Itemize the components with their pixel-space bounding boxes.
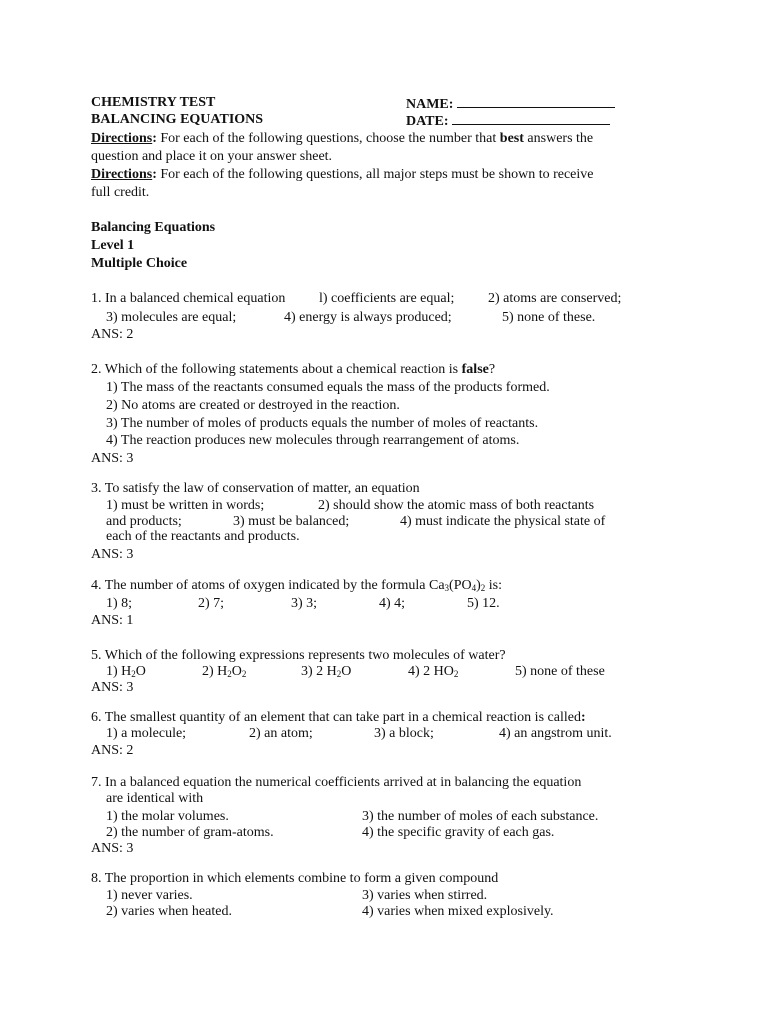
q5-choice-text: 4) 2 HO — [408, 664, 454, 679]
q5-choice-text: 3) 2 H — [301, 664, 337, 679]
directions-bold-word: best — [499, 131, 524, 146]
q1-choice-5: 5) none of these. — [502, 310, 596, 325]
directions-2-line2: full credit. — [91, 185, 150, 200]
directions-colon: : — [152, 167, 157, 182]
directions-1 — [91, 131, 593, 147]
q5-choice-text: O — [231, 664, 242, 679]
q5-stem: 5. Which of the following expressions represents two molecules of water? — [91, 648, 506, 663]
q3-choice-3: 3) must be balanced; — [233, 514, 350, 529]
directions-text: For each of the following questions, choose the number that — [156, 131, 500, 146]
q6-stem — [91, 710, 586, 726]
q2-choice-1: 1) The mass of the reactants consumed equals the mass of the products formed. — [106, 380, 550, 395]
q6-choice-3: 3) a block; — [374, 726, 434, 741]
q4-subscript: 2 — [480, 583, 486, 593]
q7-choice-4: 4) the specific gravity of each gas. — [362, 825, 555, 840]
name-field — [406, 95, 615, 113]
q5-choice-text: O — [341, 664, 352, 679]
directions-2 — [91, 167, 594, 183]
q4-stem-text: 4. The number of atoms of oxygen indicated by the formula Ca — [91, 578, 445, 593]
q4-stem-end: is: — [485, 578, 503, 593]
q1-choice-3: 3) molecules are equal; — [106, 310, 237, 325]
q2-answer: ANS: 3 — [91, 451, 134, 466]
q1-choice-4: 4) energy is always produced; — [284, 310, 452, 325]
q3-choice-4: 4) must indicate the physical state of — [400, 514, 606, 529]
q3-stem: 3. To satisfy the law of conservation of matter, an equation — [91, 481, 420, 496]
q4-answer: ANS: 1 — [91, 613, 134, 628]
q2-stem-bold: false — [461, 362, 489, 377]
q7-choice-2: 2) the number of gram-atoms. — [106, 825, 274, 840]
q1-stem: 1. In a balanced chemical equation — [91, 291, 286, 306]
q5-subscript: 2 — [453, 669, 459, 679]
q5-choice-2 — [202, 664, 246, 680]
date-field — [406, 112, 610, 130]
q6-choice-2: 2) an atom; — [249, 726, 313, 741]
q4-subscript: 4 — [471, 583, 477, 593]
q2-choice-4: 4) The reaction produces new molecules through rearrangement of atoms. — [106, 433, 520, 448]
q4-choice-3: 3) 3; — [291, 596, 318, 611]
test-title: CHEMISTRY TEST — [91, 95, 216, 110]
q3-choice-1: 1) must be written in words; — [106, 498, 265, 513]
section-title: Balancing Equations — [91, 220, 216, 235]
q7-answer: ANS: 3 — [91, 841, 134, 856]
q5-subscript: 2 — [241, 669, 247, 679]
q2-choice-3: 3) The number of moles of products equals the number of moles of reactants. — [106, 416, 539, 431]
name-blank[interactable] — [457, 95, 615, 108]
name-label: NAME: — [406, 97, 454, 112]
section-level: Level 1 — [91, 238, 135, 253]
q3-choice-4-cont: each of the reactants and products. — [106, 529, 300, 544]
q5-choice-1 — [106, 664, 146, 680]
q1-answer: ANS: 2 — [91, 327, 134, 342]
q2-stem-text: 2. Which of the following statements about a chemical reaction is — [91, 362, 462, 377]
q3-answer: ANS: 3 — [91, 547, 134, 562]
q6-choice-4: 4) an angstrom unit. — [499, 726, 612, 741]
q6-stem-colon: : — [580, 710, 586, 725]
q6-stem-text: 6. The smallest quantity of an element that can take part in a chemical reaction is called — [91, 710, 581, 725]
q4-formula-part: (PO — [449, 578, 472, 593]
test-subtitle: BALANCING EQUATIONS — [91, 112, 264, 127]
date-blank[interactable] — [452, 112, 610, 125]
q8-stem: 8. The proportion in which elements combine to form a given compound — [91, 871, 499, 886]
q1-choice-2: 2) atoms are conserved; — [488, 291, 622, 306]
q8-choice-3: 3) varies when stirred. — [362, 888, 488, 903]
q5-choice-5: 5) none of these — [515, 664, 605, 679]
date-label: DATE: — [406, 114, 449, 129]
q5-choice-4 — [408, 664, 458, 680]
directions-colon: : — [152, 131, 157, 146]
q8-choice-1: 1) never varies. — [106, 888, 193, 903]
q5-subscript: 2 — [131, 669, 136, 679]
q5-subscript: 2 — [227, 669, 232, 679]
q7-choice-1: 1) the molar volumes. — [106, 809, 229, 824]
q4-choice-4: 4) 4; — [379, 596, 406, 611]
q4-formula-part: ) — [476, 578, 481, 593]
q2-stem — [91, 362, 495, 378]
q5-answer: ANS: 3 — [91, 680, 134, 695]
q7-stem: 7. In a balanced equation the numerical coefficients arrived at in balancing the equation — [91, 775, 582, 790]
q7-choice-3: 3) the number of moles of each substance. — [362, 809, 599, 824]
q1-choice-1: l) coefficients are equal; — [319, 291, 455, 306]
q6-answer: ANS: 2 — [91, 743, 134, 758]
directions-label: Directions — [91, 167, 153, 182]
q4-choice-1: 1) 8; — [106, 596, 133, 611]
q4-stem — [91, 578, 502, 594]
q5-choice-text: 2) H — [202, 664, 228, 679]
directions-label: Directions — [91, 131, 153, 146]
directions-text-end: answers the — [523, 131, 594, 146]
q2-choice-2: 2) No atoms are created or destroyed in the reaction. — [106, 398, 400, 413]
q4-subscript: 3 — [444, 583, 450, 593]
section-type: Multiple Choice — [91, 256, 188, 271]
q6-choice-1: 1) a molecule; — [106, 726, 187, 741]
q7-stem-cont: are identical with — [106, 791, 204, 806]
q5-choice-text: O — [135, 664, 146, 679]
q3-choice-2-cont: and products; — [106, 514, 182, 529]
directions-1-line2: question and place it on your answer sheet. — [91, 149, 333, 164]
q5-choice-text: 1) H — [106, 664, 132, 679]
q2-stem-end: ? — [488, 362, 496, 377]
q4-choice-2: 2) 7; — [198, 596, 225, 611]
q8-choice-4: 4) varies when mixed explosively. — [362, 904, 554, 919]
q4-choice-5: 5) 12. — [467, 596, 500, 611]
q5-subscript: 2 — [336, 669, 342, 679]
q3-choice-2: 2) should show the atomic mass of both reactants — [318, 498, 595, 513]
q8-choice-2: 2) varies when heated. — [106, 904, 232, 919]
q5-choice-3 — [301, 664, 351, 680]
directions-text: For each of the following questions, all major steps must be shown to receive — [156, 167, 594, 182]
